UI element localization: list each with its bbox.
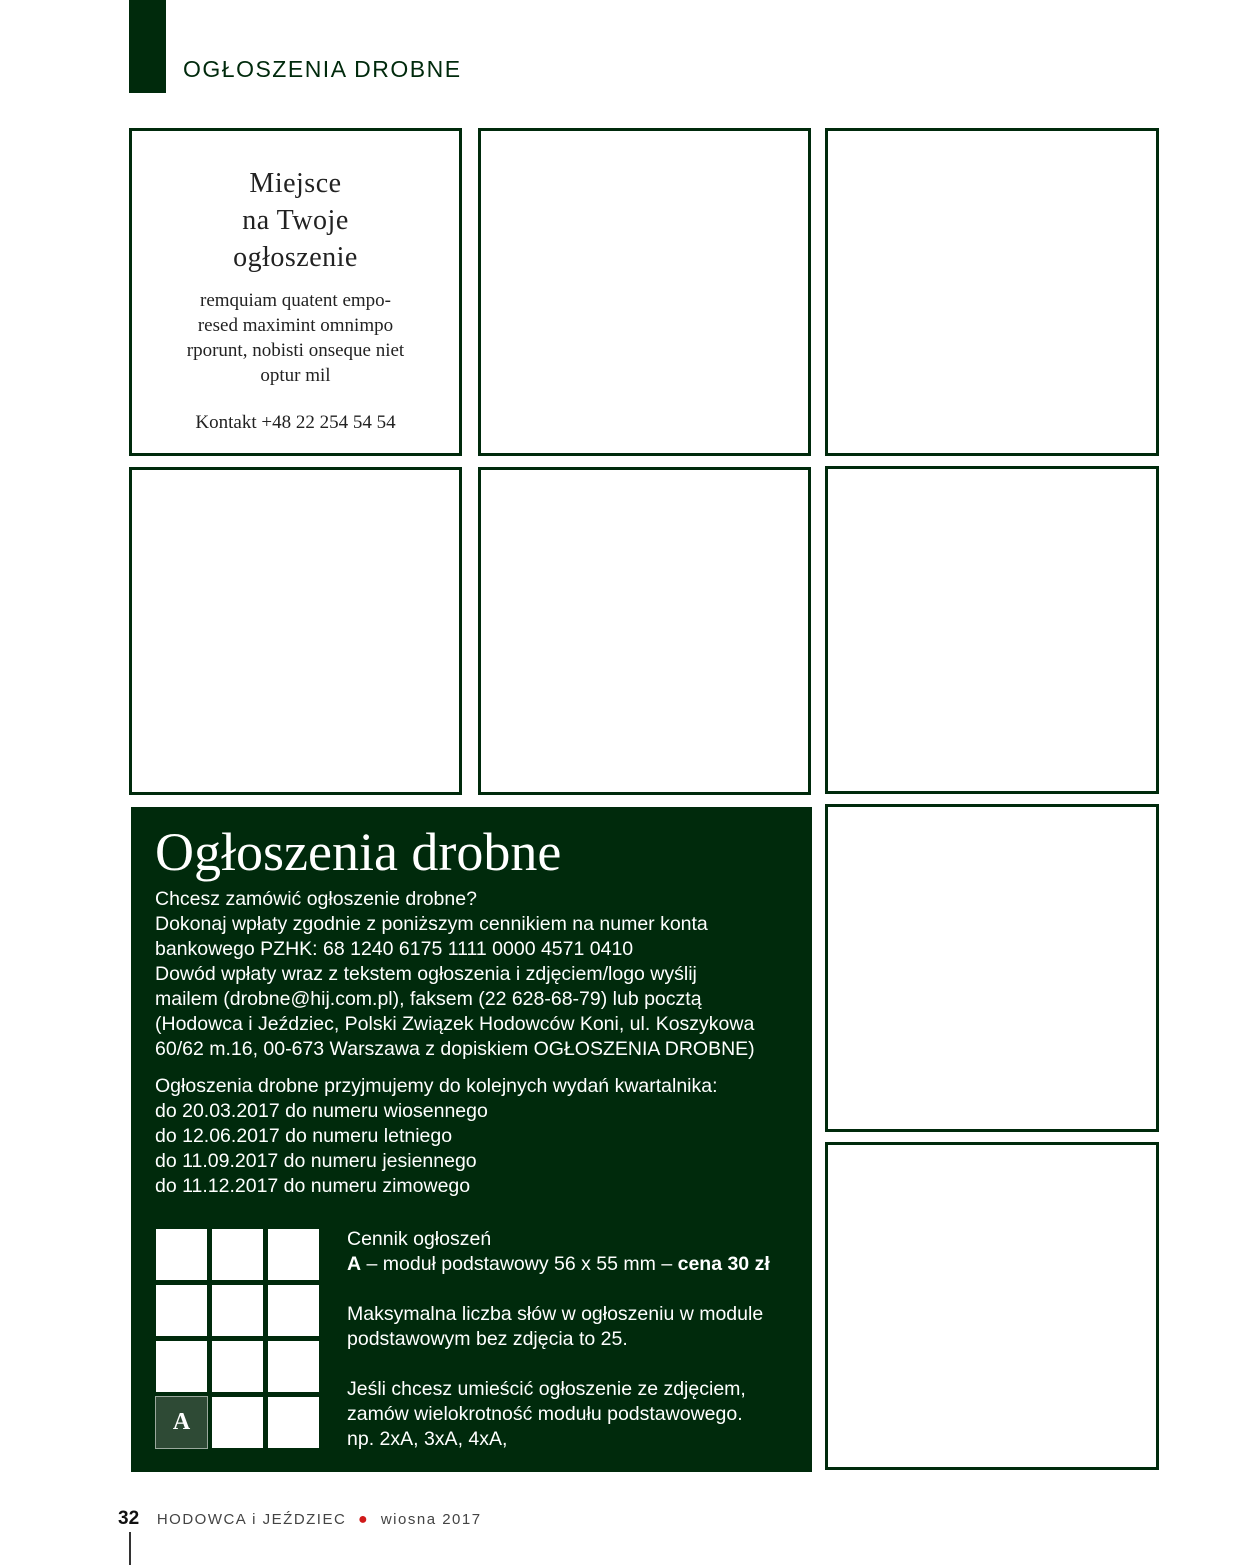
module-cell	[211, 1284, 264, 1337]
module-cell	[211, 1228, 264, 1281]
info-line: Dowód wpłaty wraz z tekstem ogłoszenia i zdjęciem/logo wyślij	[155, 963, 697, 985]
module-cell-a: A	[155, 1396, 208, 1449]
info-line: (Hodowca i Jeździec, Polski Związek Hodowców Koni, ul. Koszykowa	[155, 1013, 755, 1035]
ad-slot-sample[interactable]	[129, 128, 462, 456]
info-line: Chcesz zamówić ogłoszenie drobne?	[155, 888, 477, 910]
deadline-line: do 11.09.2017 do numeru jesiennego	[155, 1150, 477, 1172]
sample-ad-body	[161, 288, 431, 388]
ad-slot-empty[interactable]	[478, 128, 811, 456]
header-accent-bar	[129, 0, 166, 93]
module-price: cena 30 zł	[677, 1253, 770, 1275]
deadline-line: do 11.12.2017 do numeru zimowego	[155, 1175, 471, 1197]
footer-divider	[129, 1532, 131, 1565]
photo-line: Jeśli chcesz umieścić ogłoszenie ze zdjęciem,	[347, 1378, 746, 1400]
headline-line: ogłoszenie	[233, 242, 358, 273]
info-paragraph-order	[155, 887, 812, 1199]
module-cell	[211, 1396, 264, 1449]
info-line: bankowego PZHK: 68 1240 6175 1111 0000 4571 0410	[155, 938, 634, 960]
info-panel	[131, 807, 812, 1472]
module-cell	[211, 1340, 264, 1393]
deadline-line: do 20.03.2017 do numeru wiosennego	[155, 1100, 488, 1122]
module-cell	[267, 1340, 320, 1393]
module-cell	[267, 1396, 320, 1449]
ad-slot-empty[interactable]	[825, 466, 1159, 794]
issue-name: wiosna 2017	[380, 1511, 482, 1528]
pricing-line	[347, 1252, 807, 1277]
section-title: OGŁOSZENIA DROBNE	[183, 56, 462, 82]
page-footer	[118, 1508, 482, 1530]
body-line: rporunt, nobisti onseque niet	[186, 340, 405, 361]
module-letter: A	[347, 1253, 362, 1275]
pricing-heading: Cennik ogłoszeń	[347, 1228, 492, 1250]
pricing-info	[347, 1227, 807, 1452]
body-line: resed maximint omnimpo	[197, 315, 394, 336]
info-line: 60/62 m.16, 00-673 Warszawa z dopiskiem OGŁOSZENIA DROBNE)	[155, 1038, 755, 1060]
page-number: 32	[118, 1508, 140, 1529]
sample-ad-contact: Kontakt +48 22 254 54 54	[195, 412, 396, 433]
bullet-icon: ●	[358, 1511, 370, 1528]
info-title: Ogłoszenia drobne	[155, 822, 562, 882]
deadline-intro: Ogłoszenia drobne przyjmujemy do kolejnych wydań kwartalnika:	[155, 1075, 718, 1097]
module-cell	[155, 1340, 208, 1393]
module-cell	[155, 1284, 208, 1337]
body-line: optur mil	[260, 365, 331, 386]
info-line: Dokonaj wpłaty zgodnie z poniższym cennikiem na numer konta	[155, 913, 708, 935]
max-words-line: Maksymalna liczba słów w ogłoszeniu w module	[347, 1303, 764, 1325]
info-line: mailem (drobne@hij.com.pl), faksem (22 628-68-79) lub pocztą	[155, 988, 702, 1010]
module-cell	[267, 1228, 320, 1281]
magazine-name: HODOWCA i JEŹDZIEC	[156, 1511, 347, 1528]
max-words-line: podstawowym bez zdjęcia to 25.	[347, 1328, 628, 1350]
module-cell	[267, 1284, 320, 1337]
ad-slot-empty[interactable]	[478, 467, 811, 795]
deadline-line: do 12.06.2017 do numeru letniego	[155, 1125, 453, 1147]
headline-line: Miejsce	[249, 168, 342, 199]
module-cell	[155, 1228, 208, 1281]
headline-line: na Twoje	[242, 205, 349, 236]
photo-line: zamów wielokrotność modułu podstawowego.	[347, 1403, 743, 1425]
ad-slot-empty[interactable]	[129, 467, 462, 795]
ad-slot-empty[interactable]	[825, 804, 1159, 1132]
ad-slot-empty[interactable]	[825, 128, 1159, 456]
ad-slot-empty[interactable]	[825, 1142, 1159, 1470]
body-line: remquiam quatent empo-	[200, 290, 391, 311]
module-grid-diagram	[155, 1228, 320, 1449]
sample-ad-headline	[233, 165, 358, 276]
photo-line: np. 2xA, 3xA, 4xA,	[347, 1428, 508, 1450]
module-desc: – moduł podstawowy 56 x 55 mm –	[361, 1253, 678, 1275]
